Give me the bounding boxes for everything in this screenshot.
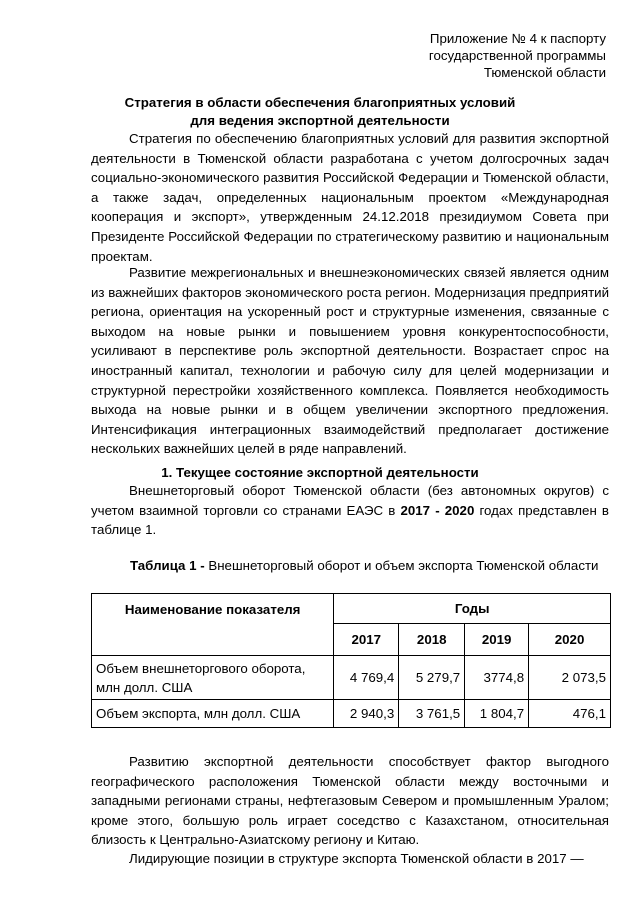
appendix-header xyxy=(429,30,606,81)
strategy-title xyxy=(0,94,640,130)
table-cell: 4 769,4 xyxy=(334,656,399,700)
table-cell: 2 073,5 xyxy=(529,656,611,700)
section-1-title: 1. Текущее состояние экспортной деятельности xyxy=(161,465,479,480)
table-cell: 2 940,3 xyxy=(334,700,399,728)
table-cell: 3774,8 xyxy=(465,656,529,700)
column-header-years: Годы xyxy=(334,594,611,624)
appendix-header-line: государственной программы xyxy=(428,48,606,63)
section-1-paragraph xyxy=(91,481,609,540)
strategy-title-line: для ведения экспортной деятельности xyxy=(190,113,450,128)
section-1-text-end: годах представлен в таблице 1. xyxy=(91,502,609,538)
appendix-header-line: Приложение № 4 к паспорту xyxy=(429,31,606,46)
table-row xyxy=(92,700,611,728)
year-header: 2020 xyxy=(529,624,611,656)
appendix-header-line: Тюменской области xyxy=(483,65,606,80)
table-row xyxy=(92,656,611,700)
table-cell: 3 761,5 xyxy=(399,700,465,728)
table-caption-text: Внешнеторговый оборот и объем экспорта Тюменской области xyxy=(204,558,599,573)
table-cell: 5 279,7 xyxy=(399,656,465,700)
year-header: 2017 xyxy=(334,624,399,656)
table-cell: 1 804,7 xyxy=(465,700,529,728)
section-1-years: 2017 - 2020 xyxy=(400,502,475,518)
table-caption-label: Таблица 1 - xyxy=(130,558,205,573)
table-cell: 476,1 xyxy=(529,700,611,728)
row-label: Объем внешнеторгового оборота, млн долл. США xyxy=(92,656,334,700)
year-header: 2019 xyxy=(465,624,529,656)
strategy-paragraph-1: Стратегия по обеспечению благоприятных условий для развития экспортной деятельности в Тюменской области разработана с учетом долгосрочных задач социально-экономического развития Российской Федерации и Тюменской области, а также задач, определенных национальным проектом «Международная кооперация и экспорт», утвержденным 24.12.2018 президиумом Совета при Президенте Российской Федерации по стратегическому развитию и национальным проектам. xyxy=(91,131,609,264)
export-structure-paragraph: Лидирующие позиции в структуре экспорта Тюменской области в 2017 — xyxy=(129,851,584,866)
year-header: 2018 xyxy=(399,624,465,656)
advantages-paragraph: Развитию экспортной деятельности способствует фактор выгодного географического расположения Тюменской области между восточными и западными регионами страны, нефтегазовым Севером и промышленным Уралом; кроме этого, большую роль играет соседство с Казахстаном, относительная близость к Центрально-Азиатскому региону и Китаю. xyxy=(91,754,609,848)
strategy-paragraph-2: Развитие межрегиональных и внешнеэкономических связей является одним из важнейших факторов экономического роста регион. Модернизация предприятий региона, ориентация на ускоренный рост и структурные изменения, связанные с выходом на новые рынки и повышением уровня конкурентоспособности, усиливают в перспективе роль экспортной деятельности. Возрастает спрос на иностранный капитал, технологии и рабочую силу для целей модернизации и структурной перестройки хозяйственного комплекса. Появляется необходимость выхода на новые рынки и в общем увеличении экспортного предложения. Интенсификация интеграционных взаимодействий предполагает достижение нескольких важнейших целей в ряде направлений. xyxy=(91,265,610,457)
row-label: Объем экспорта, млн долл. США xyxy=(92,700,334,728)
strategy-title-line: Стратегия в области обеспечения благоприятных условий xyxy=(124,95,516,110)
column-header-name: Наименование показателя xyxy=(92,594,334,656)
table-caption xyxy=(130,557,599,575)
section-1-text: Внешнеторговый оборот Тюменской области (без автономных округов) с учетом взаимной торговли со странами ЕАЭС в xyxy=(91,483,609,518)
data-table xyxy=(91,593,611,728)
